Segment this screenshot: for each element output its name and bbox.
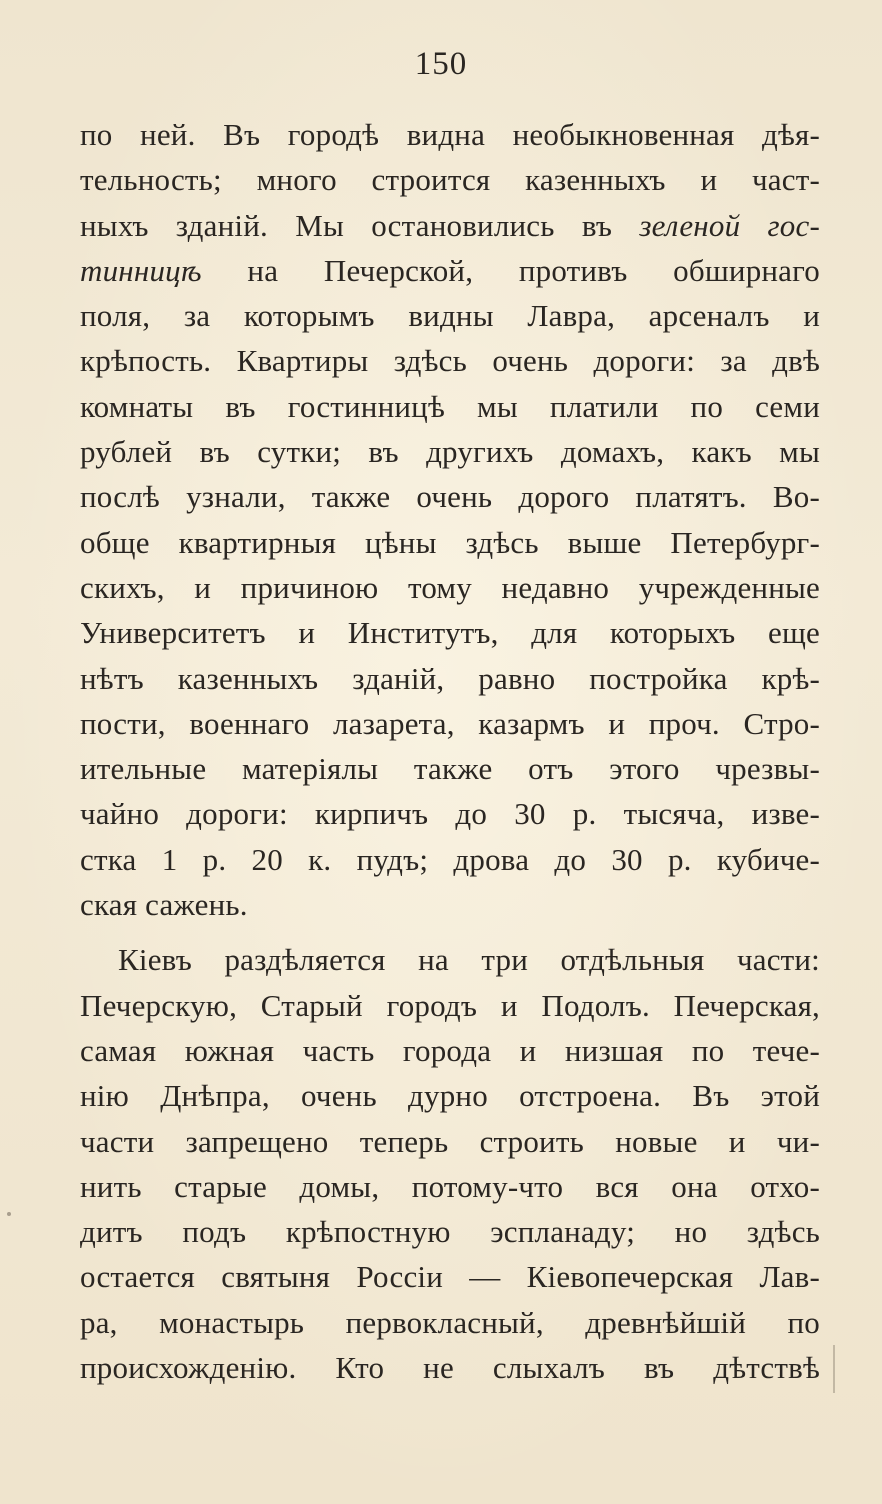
text-segment: поля, за которымъ видны Лавра, арсеналъ и [80, 298, 820, 334]
text-segment: нію Днѣпра, очень дурно отстроена. Въ этой [80, 1078, 820, 1114]
text-line [80, 701, 820, 746]
text-segment: по ней. Въ городѣ видна необыкновенная дѣя- [80, 117, 820, 152]
text-line [80, 983, 820, 1028]
text-segment: ская сажень. [80, 887, 248, 923]
text-segment: комнаты въ гостинницѣ мы платили по семи [80, 388, 820, 424]
text-segment: чайно дороги: кирпичъ до 30 р. тысяча, изве- [80, 796, 820, 832]
text-line [80, 791, 820, 836]
text-line [80, 293, 820, 338]
text-line [80, 474, 820, 519]
text-line [80, 429, 820, 474]
text-line [80, 937, 820, 982]
page-number: 150 [414, 46, 468, 82]
body-text [80, 112, 820, 1390]
text-line [80, 565, 820, 610]
text-line [80, 1028, 820, 1073]
text-line [80, 112, 820, 157]
paper-speck [7, 1212, 11, 1216]
text-segment: нить старые домы, потому-что вся она отхо- [80, 1168, 820, 1204]
text-line [80, 882, 820, 927]
text-line [80, 837, 820, 882]
text-line [80, 656, 820, 701]
text-segment: ныхъ зданій. Мы остановились въ [80, 207, 640, 243]
text-segment: самая южная часть города и низшая по тече- [80, 1032, 820, 1068]
text-segment: на Печерской, противъ обширнаго [201, 252, 820, 288]
text-line [80, 1345, 820, 1390]
text-line [80, 1209, 820, 1254]
text-line [80, 157, 820, 202]
text-line [80, 1254, 820, 1299]
text-segment: ительные матеріялы также отъ этого чрезвы- [80, 751, 820, 787]
text-line [80, 1300, 820, 1345]
text-segment: послѣ узнали, также очень дорого платятъ. Во- [80, 479, 820, 515]
text-segment: остается святыня Россіи — Кіевопечерская Лав- [80, 1259, 820, 1295]
text-segment: рублей въ сутки; въ другихъ домахъ, какъ мы [80, 434, 820, 470]
margin-mark [833, 1345, 835, 1393]
text-segment: Университетъ и Институтъ, для которыхъ еще [80, 615, 820, 651]
text-line [80, 203, 820, 248]
text-segment: тельность; много строится казенныхъ и част- [80, 162, 820, 198]
text-line [80, 338, 820, 383]
text-line [80, 746, 820, 791]
text-segment: стка 1 р. 20 к. пудъ; дрова до 30 р. кубиче- [80, 841, 820, 877]
italic-text-segment: тинницѣ [80, 252, 202, 288]
text-segment: скихъ, и причиною тому недавно учрежденные [80, 569, 820, 605]
text-segment: происхожденію. Кто не слыхалъ въ дѣтствѣ [80, 1350, 820, 1386]
text-line [80, 248, 820, 293]
text-segment: пости, военнаго лазарета, казармъ и проч. Стро- [80, 705, 820, 741]
text-segment: Кіевъ раздѣляется на три отдѣльныя части: [118, 942, 820, 978]
text-line [80, 1073, 820, 1118]
text-segment: ра, монастырь первокласный, древнѣйшій по [80, 1304, 820, 1340]
text-segment: дитъ подъ крѣпостную эспланаду; но здѣсь [80, 1214, 820, 1250]
italic-text-segment: зеленой гос- [639, 207, 820, 243]
text-segment: Печерскую, Старый городъ и Подолъ. Печерская, [80, 987, 820, 1023]
text-segment: части запрещено теперь строить новые и чи- [80, 1123, 820, 1159]
text-segment: нѣтъ казенныхъ зданій, равно постройка крѣ- [80, 660, 820, 696]
text-line [80, 1164, 820, 1209]
text-line [80, 610, 820, 655]
text-segment: обще квартирныя цѣны здѣсь выше Петербург- [80, 524, 820, 560]
text-line [80, 1119, 820, 1164]
text-line [80, 520, 820, 565]
text-line [80, 384, 820, 429]
text-segment: крѣпость. Квартиры здѣсь очень дороги: за двѣ [80, 343, 820, 379]
